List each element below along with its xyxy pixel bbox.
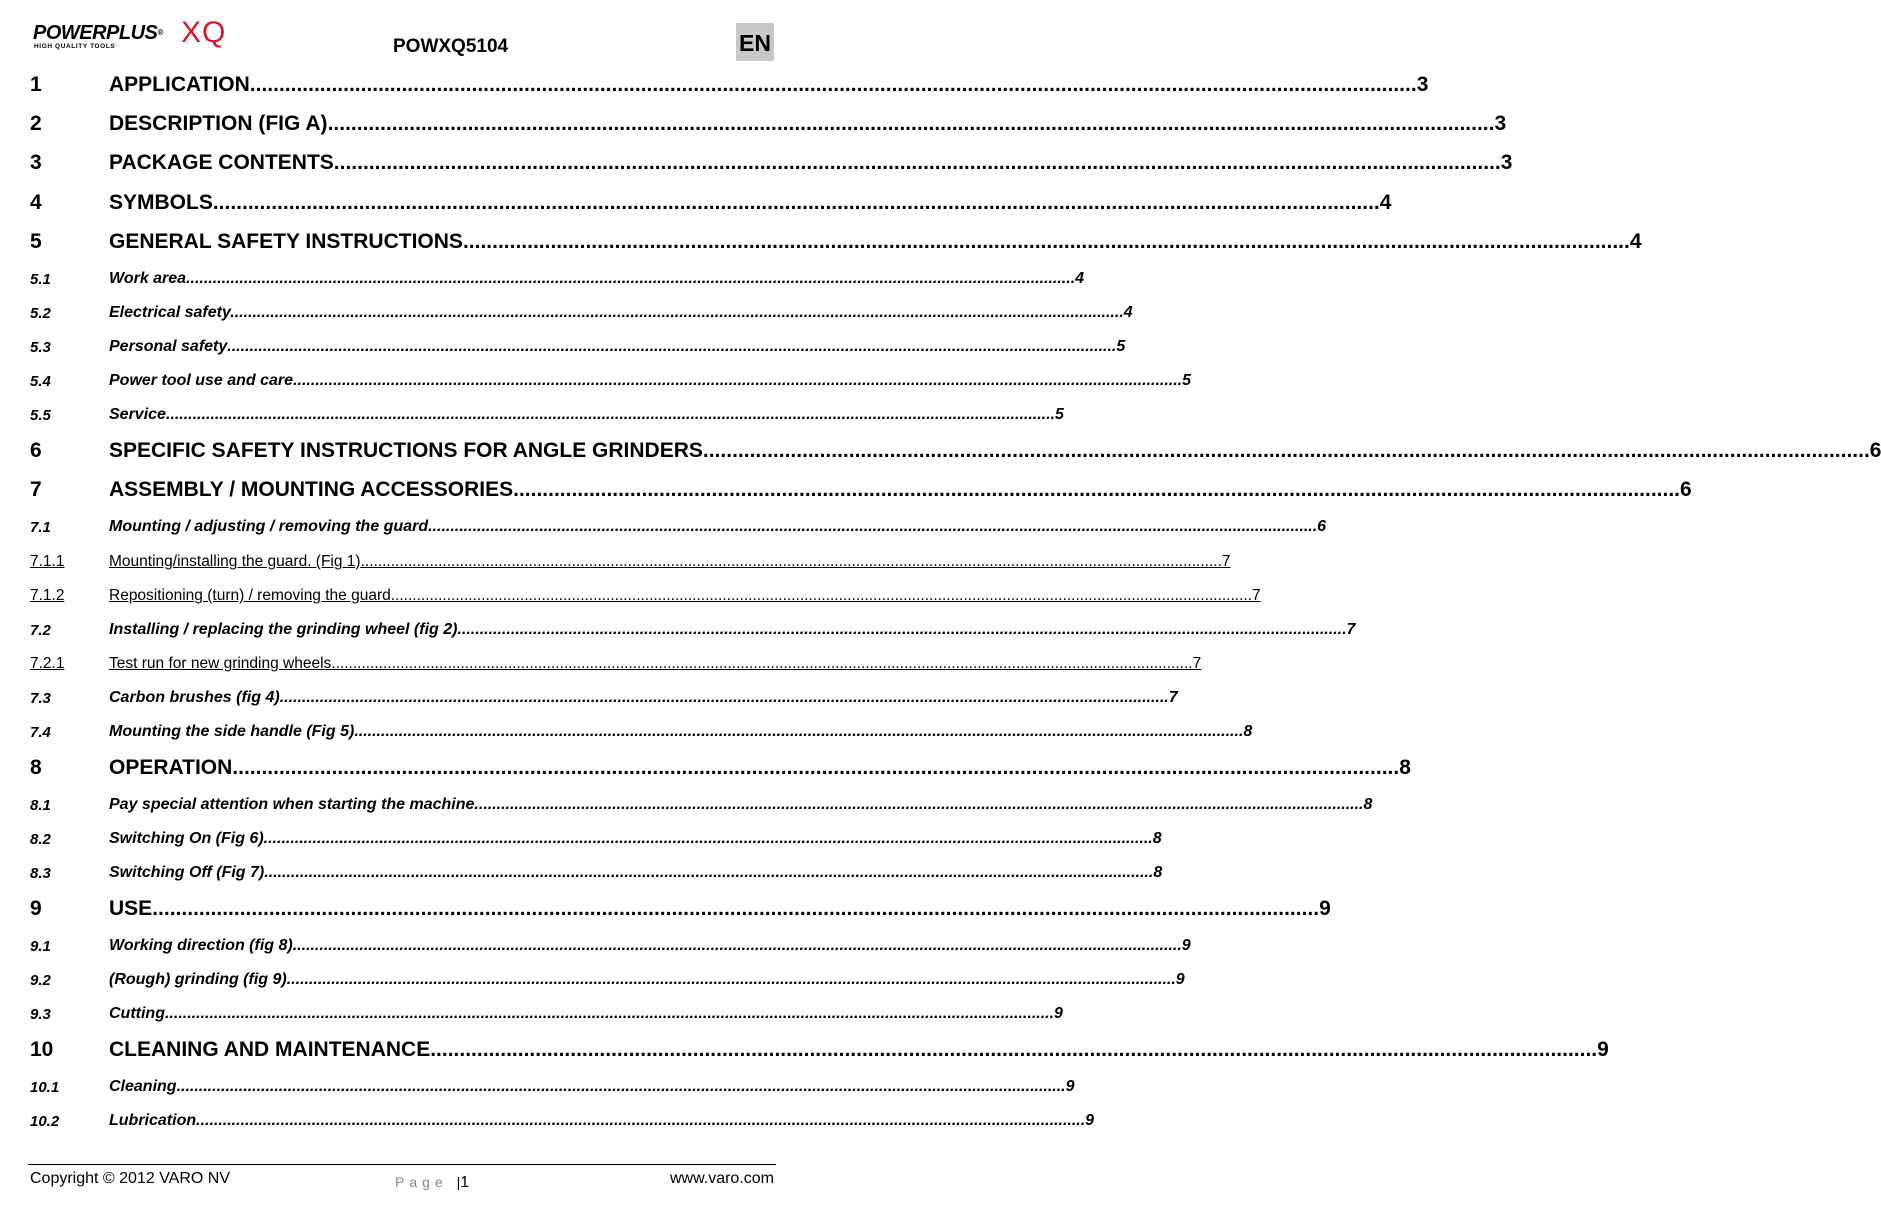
page-indicator [395, 1174, 469, 1192]
language-badge: EN [736, 23, 774, 61]
toc-entry[interactable] [0, 516, 1327, 536]
toc-entry-title: Carbon brushes (fig 4) [109, 689, 280, 706]
toc-entry-number: 9.2 [30, 972, 51, 989]
toc-entry-page: 7 [1252, 587, 1261, 604]
toc-dot-leader: ........................................................................................................................................................................................................ [462, 230, 1630, 253]
toc-dot-leader: ........................................................................................................................................................................................................ [286, 971, 1176, 988]
toc-entry-title: Cleaning [109, 1078, 177, 1095]
toc-dot-leader: ........................................................................................................................................................................................................ [333, 151, 1501, 174]
toc-entry-number: 10.2 [30, 1113, 60, 1130]
toc-entry[interactable] [0, 147, 1513, 175]
toc-entry-number: 7.1 [30, 519, 51, 536]
model-number: POWXQ5104 [393, 36, 509, 57]
toc-dot-leader: ........................................................................................................................................................................................................ [293, 372, 1183, 389]
toc-dot-leader: ........................................................................................................................................................................................................ [212, 191, 1380, 214]
toc-entry-number: 7.3 [30, 690, 51, 707]
toc-entry-page: 7 [1192, 655, 1202, 672]
toc-entry[interactable] [0, 935, 1191, 955]
toc-entry[interactable] [0, 862, 1163, 882]
toc-dot-leader: ........................................................................................................................................................................................................ [474, 796, 1364, 813]
toc-entry-title: PACKAGE CONTENTS [109, 151, 334, 174]
toc-dot-leader: ........................................................................................................................................................................................................ [327, 112, 1495, 135]
toc-entry[interactable] [0, 893, 1331, 921]
copyright-text: Copyright © 2012 VARO NV [30, 1170, 231, 1187]
toc-dot-leader: ........................................................................................................................................................................................................ [331, 655, 1193, 672]
toc-entry-number: 8 [30, 756, 42, 779]
brand-name: POWERPLUS [33, 22, 158, 44]
toc-entry-title: SYMBOLS [109, 191, 213, 214]
toc-entry-page: 9 [1175, 971, 1185, 988]
toc-entry[interactable] [0, 336, 1126, 356]
toc-entry[interactable] [0, 474, 1692, 502]
toc-entry-title: Test run for new grinding wheels [109, 655, 332, 672]
toc-dot-leader: ........................................................................................................................................................................................................ [430, 1038, 1598, 1061]
toc-entry[interactable] [0, 752, 1411, 780]
brand-tagline: HIGH QUALITY TOOLS [34, 43, 116, 50]
toc-entry[interactable] [0, 1076, 1075, 1096]
toc-entry-page: 9 [1065, 1078, 1075, 1095]
brand-registered-mark: ® [157, 28, 163, 37]
toc-entry-title: Mounting the side handle (Fig 5) [109, 723, 355, 740]
toc-dot-leader: ........................................................................................................................................................................................................ [513, 478, 1681, 501]
toc-entry-page: 3 [1416, 73, 1429, 96]
toc-entry[interactable] [0, 794, 1373, 814]
toc-entry-page: 5 [1055, 406, 1064, 423]
page-number: 1 [460, 1174, 470, 1191]
toc-dot-leader: ........................................................................................................................................................................................................ [232, 756, 1400, 779]
toc-entry[interactable] [0, 435, 1881, 463]
toc-entry-number: 2 [30, 112, 42, 135]
footer-divider [28, 1164, 776, 1165]
toc-entry-number: 5.3 [30, 339, 51, 356]
toc-entry[interactable] [0, 1003, 1063, 1023]
toc-entry-title: Pay special attention when starting the machine [109, 796, 475, 813]
toc-entry-number: 5.5 [30, 407, 51, 424]
toc-entry-page: 8 [1399, 756, 1411, 779]
toc-entry-page: 9 [1181, 937, 1191, 954]
toc-entry-number: 4 [30, 191, 42, 214]
toc-entry-page: 4 [1123, 304, 1133, 321]
toc-entry[interactable] [0, 969, 1185, 989]
toc-entry-title: APPLICATION [109, 73, 250, 96]
toc-entry-title: Electrical safety. [109, 304, 235, 321]
toc-dot-leader: ........................................................................................................................................................................................................ [186, 270, 1076, 287]
toc-entry-number: 5.2 [30, 305, 51, 322]
toc-dot-leader: ........................................................................................................................................................................................................ [264, 864, 1154, 881]
toc-entry[interactable] [0, 302, 1133, 322]
toc-entry-title: Cutting [109, 1005, 165, 1022]
toc-entry-title: Lubrication [109, 1112, 197, 1129]
toc-entry[interactable] [0, 69, 1429, 97]
toc-entry-number: 9.1 [30, 938, 51, 955]
toc-entry-page: 9 [1319, 897, 1331, 920]
toc-entry-page: 4 [1379, 191, 1392, 214]
toc-dot-leader: ........................................................................................................................................................................................................ [390, 587, 1253, 604]
toc-dot-leader: ........................................................................................................................................................................................................ [234, 304, 1124, 321]
toc-entry-number: 7.4 [30, 724, 51, 741]
toc-entry-title: USE [109, 897, 153, 920]
toc-entry-page: 5 [1116, 338, 1126, 355]
toc-entry-title: Power tool use and care [109, 372, 294, 389]
toc-entry-number: 8.1 [30, 797, 51, 814]
toc-entry[interactable] [0, 108, 1507, 136]
toc-entry-title: Repositioning (turn) / removing the guard [109, 587, 391, 604]
toc-dot-leader: ........................................................................................................................................................................................................ [428, 518, 1318, 535]
toc-entry-page: 8 [1153, 864, 1163, 881]
toc-entry-page: 9 [1085, 1112, 1095, 1129]
page-label: Page [395, 1174, 448, 1190]
toc-entry-number: 8.2 [30, 831, 51, 848]
toc-entry-title: DESCRIPTION (FIG A) [109, 112, 328, 135]
toc-entry-number: 10.1 [30, 1079, 60, 1096]
toc-entry-title: Personal safety [109, 338, 228, 355]
toc-entry-number: 9.3 [30, 1006, 51, 1023]
toc-entry-page: 3 [1494, 112, 1507, 135]
toc-dot-leader: ........................................................................................................................................................................................................ [292, 937, 1182, 954]
toc-dot-leader: ........................................................................................................................................................................................................ [164, 1005, 1055, 1022]
toc-entry-number: 5.4 [30, 373, 51, 390]
toc-dot-leader: ........................................................................................................................................................................................................ [279, 689, 1169, 706]
toc-entry-title: Mounting / adjusting / removing the guard [109, 518, 429, 535]
toc-entry-number: 3 [30, 151, 42, 174]
website-link[interactable]: www.varo.com [669, 1170, 774, 1187]
toc-entry-page: 3 [1500, 151, 1513, 174]
toc-dot-leader: ........................................................................................................................................................................................................ [176, 1078, 1066, 1095]
toc-entry-page: 9 [1054, 1005, 1063, 1022]
toc-dot-leader: ........................................................................................................................................................................................................ [165, 406, 1055, 423]
toc-entry-title: (Rough) grinding (fig 9) [109, 971, 287, 988]
toc-entry-title: SPECIFIC SAFETY INSTRUCTIONS FOR ANGLE GRINDERS [109, 439, 703, 462]
toc-dot-leader: ........................................................................................................................................................................................................ [263, 830, 1153, 847]
toc-dot-leader: ........................................................................................................................................................................................................ [457, 621, 1347, 638]
toc-entry-number: 5 [30, 230, 42, 253]
toc-entry[interactable] [0, 1110, 1095, 1130]
toc-entry-title: OPERATION [109, 756, 233, 779]
toc-entry[interactable] [0, 187, 1392, 215]
toc-entry-number: 8.3 [30, 865, 51, 882]
toc-dot-leader: ........................................................................................................................................................................................................ [354, 723, 1244, 740]
toc-entry-page: 4 [1075, 270, 1085, 287]
toc-entry-title: Mounting/installing the guard. (Fig 1) [109, 553, 361, 570]
toc-dot-leader: ........................................................................................................................................................................................................ [227, 338, 1117, 355]
toc-dot-leader: ........................................................................................................................................................................................................ [196, 1112, 1086, 1129]
page-separator: | [456, 1174, 461, 1190]
toc-entry[interactable] [0, 653, 1202, 673]
toc-dot-leader: ........................................................................................................................................................................................................ [152, 897, 1320, 920]
toc-entry-number: 10 [30, 1038, 54, 1061]
toc-entry-number: 9 [30, 897, 42, 920]
toc-entry-page: 7 [1168, 689, 1178, 706]
toc-dot-leader: ........................................................................................................................................................................................................ [360, 553, 1222, 570]
toc-entry[interactable] [0, 370, 1192, 390]
toc-entry-page: 7 [1221, 553, 1231, 570]
toc-entry[interactable] [0, 828, 1162, 848]
toc-entry[interactable] [0, 268, 1085, 288]
toc-entry-title: Installing / replacing the grinding wheel (fig 2) [109, 621, 458, 638]
toc-entry-number: 7.1.1 [30, 553, 65, 570]
toc-entry-number: 7 [30, 478, 42, 501]
toc-entry-page: 8 [1363, 796, 1373, 813]
toc-entry[interactable] [0, 585, 1261, 605]
toc-entry[interactable] [0, 687, 1178, 707]
toc-entry-title: Service [109, 406, 166, 423]
toc-entry-number: 1 [30, 73, 42, 96]
toc-entry-title: Switching Off (Fig 7) [109, 864, 265, 881]
toc-entry-title: ASSEMBLY / MOUNTING ACCESSORIES [109, 478, 514, 501]
toc-entry-page: 9 [1597, 1038, 1609, 1061]
toc-dot-leader: ........................................................................................................................................................................................................ [249, 73, 1417, 96]
toc-entry-number: 5.1 [30, 271, 51, 288]
toc-entry[interactable] [0, 226, 1642, 254]
toc-entry-title: Work area [109, 270, 187, 287]
brand-xq: XQ [181, 16, 227, 49]
toc-entry-title: Working direction (fig 8) [109, 937, 293, 954]
toc-entry-page: 8 [1152, 830, 1162, 847]
toc-entry[interactable] [0, 551, 1231, 571]
toc-entry-page: 7 [1346, 621, 1356, 638]
toc-entry-page: 6 [1317, 518, 1327, 535]
toc-entry-number: 7.2.1 [30, 655, 65, 672]
toc-entry-number: 7.2 [30, 622, 51, 639]
toc-entry-title: Switching On (Fig 6) [109, 830, 264, 847]
toc-entry[interactable] [0, 1034, 1609, 1062]
toc-entry[interactable] [0, 404, 1064, 424]
toc-dot-leader: ........................................................................................................................................................................................................ [702, 439, 1870, 462]
toc-entry-page: 6 [1869, 439, 1881, 462]
toc-entry-page: 4 [1629, 230, 1642, 253]
toc-entry-number: 6 [30, 439, 42, 462]
toc-entry-page: 6 [1680, 478, 1692, 501]
toc-entry-title: GENERAL SAFETY INSTRUCTIONS [109, 230, 463, 253]
toc-entry[interactable] [0, 721, 1253, 741]
toc-entry-title: CLEANING AND MAINTENANCE [109, 1038, 431, 1061]
toc-entry-page: 5 [1182, 372, 1192, 389]
toc-entry-number: 7.1.2 [30, 587, 65, 604]
toc-entry-page: 8 [1243, 723, 1253, 740]
toc-entry[interactable] [0, 619, 1356, 639]
